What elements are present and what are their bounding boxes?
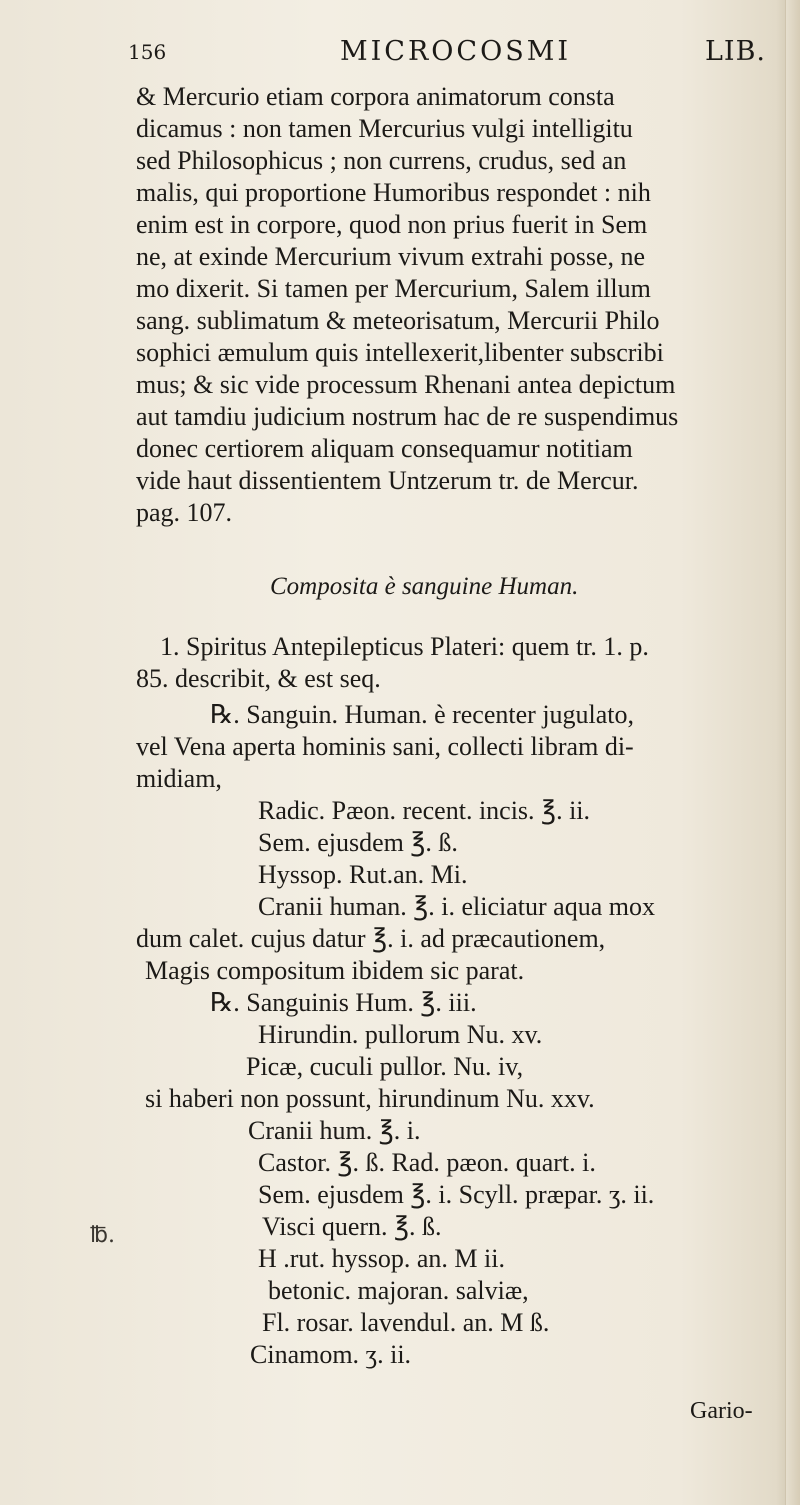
catchword: Gario- [690, 1398, 753, 1424]
recipe-line: 1. Spiritus Antepilepticus Plateri: quem tr. 1. p. [160, 632, 649, 661]
text-line: mo dixerit. Si tamen per Mercurium, Salem illum [136, 274, 651, 303]
recipe-line: Visci quern. ℥. ß. [262, 1212, 442, 1241]
recipe-line: Sem. ejusdem ℥. ß. [258, 828, 458, 857]
recipe-line: H .rut. hyssop. an. M ii. [258, 1244, 505, 1273]
text-line: & Mercurio etiam corpora animatorum consta [136, 82, 615, 111]
text-line: ne, at exinde Mercurium vivum extrahi posse, ne [136, 242, 646, 271]
recipe-line: Picæ, cuculi pullor. Nu. iv, [246, 1052, 524, 1081]
recipe-line: Hyssop. Rut.an. Mi. [258, 860, 468, 889]
text-line: vide haut dissentientem Untzerum tr. de Mercur. [136, 466, 639, 495]
section-heading: Composita è sanguine Human. [270, 573, 579, 600]
recipe-line: vel Vena aperta hominis sani, collecti libram di- [136, 732, 634, 761]
recipe-line: dum calet. cujus datur ℥. i. ad præcautionem, [136, 924, 606, 953]
text-line: mus; & sic vide processum Rhenani antea depictum [136, 370, 676, 399]
recipe-line: Sem. ejusdem ℥. i. Scyll. præpar. ʒ. ii. [258, 1180, 655, 1209]
text-line: sed Philosophicus ; non currens, crudus, sed an [136, 146, 627, 175]
text-line: donec certiorem aliquam consequamur notitiam [136, 434, 633, 463]
text-line: pag. 107. [136, 498, 233, 527]
text-line: sophici æmulum quis intellexerit,libenter subscribi [136, 338, 664, 367]
text-line: sang. sublimatum & meteorisatum, Mercurii Philo [136, 306, 660, 335]
text-line: malis, qui proportione Humoribus respondet : nih [136, 178, 651, 207]
recipe-line: Cinamom. ʒ. ii. [250, 1340, 412, 1369]
text-line: enim est in corpore, quod non prius fuerit in Sem [136, 210, 648, 239]
margin-mark: ℔. [90, 1223, 115, 1248]
page-number: 156 [128, 40, 167, 64]
recipe-line: midiam, [136, 764, 222, 793]
recipe-line: Castor. ℥. ß. Rad. pæon. quart. i. [258, 1148, 596, 1177]
recipe-line: 85. describit, & est seq. [136, 664, 381, 693]
book-label: LIB. [705, 36, 767, 67]
recipe-line: ℞. Sanguin. Human. è recenter jugulato, [210, 700, 635, 729]
recipe-line: Hirundin. pullorum Nu. xv. [258, 1020, 543, 1049]
running-header [0, 36, 800, 76]
recipe-line: Cranii human. ℥. i. eliciatur aqua mox [258, 892, 655, 921]
running-title: MICROCOSMI [340, 36, 572, 67]
recipe-line: betonic. majoran. salviæ, [268, 1276, 529, 1305]
recipe-line: ℞. Sanguinis Hum. ℥. iii. [210, 988, 477, 1017]
recipe-line: Radic. Pæon. recent. incis. ℥. ii. [258, 796, 591, 825]
recipe-line: Cranii hum. ℥. i. [248, 1116, 421, 1145]
recipe-line: Magis compositum ibidem sic parat. [145, 956, 525, 985]
text-line: aut tamdiu judicium nostrum hac de re suspendimus [136, 402, 679, 431]
text-line: dicamus : non tamen Mercurius vulgi intelligitu [136, 114, 633, 143]
page-edge [785, 0, 800, 1505]
recipe-line: Fl. rosar. lavendul. an. M ß. [262, 1308, 550, 1337]
recipe-line: si haberi non possunt, hirundinum Nu. xxv. [145, 1084, 595, 1113]
